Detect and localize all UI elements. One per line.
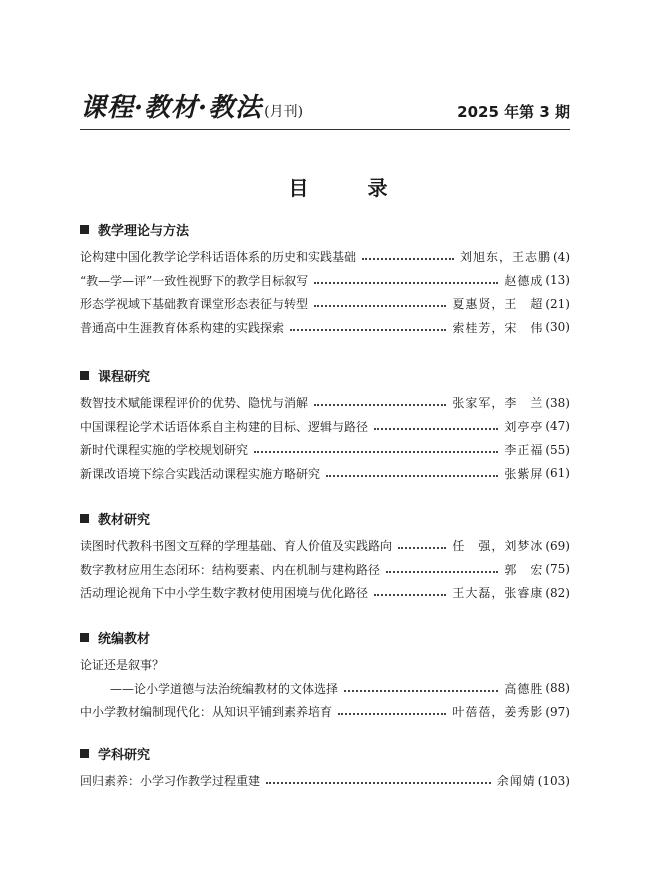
entry-title: 回归素养：小学习作教学过程重建 — [80, 774, 261, 789]
toc-entry[interactable] — [80, 438, 570, 462]
dot-leader — [254, 450, 498, 453]
entry-authors: 李正福 — [504, 443, 544, 458]
section-curriculum-research — [80, 365, 570, 485]
section-label: 统编教材 — [98, 631, 151, 647]
issue-number: 2025 年第 3 期 — [457, 103, 570, 121]
entry-page: (82) — [545, 585, 570, 600]
entry-authors: 张家军，李 兰 — [452, 396, 544, 411]
entry-authors: 叶蓓蓓，姜秀影 — [452, 705, 544, 720]
section-teaching-theory — [80, 219, 570, 339]
dot-leader — [344, 689, 498, 692]
toc-title: 目 录 — [288, 176, 414, 200]
section-bullet-icon — [80, 514, 89, 523]
entry-title: 普通高中生涯教育体系构建的实践探索 — [80, 320, 285, 335]
dot-leader — [374, 593, 446, 596]
section-header — [80, 365, 570, 385]
toc-entry[interactable] — [80, 558, 570, 582]
section-header — [80, 219, 570, 239]
section-header — [80, 508, 570, 528]
section-header — [80, 743, 570, 763]
dot-leader — [314, 304, 446, 307]
dot-leader — [290, 328, 446, 331]
entry-page: (47) — [545, 419, 570, 434]
dot-leader — [266, 781, 491, 784]
entry-page: (75) — [545, 562, 570, 577]
entry-authors: 任 强，刘梦冰 — [452, 539, 544, 554]
toc-entry[interactable] — [80, 415, 570, 439]
dot-leader — [374, 427, 498, 430]
section-label: 教材研究 — [98, 512, 151, 528]
entry-title: 论构建中国化教学论学科话语体系的历史和实践基础 — [80, 250, 357, 265]
entry-page: (55) — [545, 442, 570, 457]
toc-entry[interactable] — [80, 700, 570, 724]
journal-subtitle: (月刊) — [264, 104, 304, 120]
dot-leader — [338, 712, 446, 715]
entry-page: (21) — [545, 296, 570, 311]
section-label: 课程研究 — [98, 369, 151, 385]
entry-page: (38) — [545, 395, 570, 410]
section-textbook-research — [80, 508, 570, 605]
entry-title: 数智技术赋能课程评价的优势、隐忧与消解 — [80, 396, 309, 411]
section-label: 学科研究 — [98, 747, 151, 763]
toc-entry[interactable] — [80, 581, 570, 605]
entry-title: 新课改语境下综合实践活动课程实施方略研究 — [80, 466, 321, 481]
entry-title: “教—学—评”一致性视野下的教学目标叙写 — [80, 273, 309, 288]
toc-entry[interactable] — [80, 269, 570, 293]
entry-title: 数字教材应用生态闭环：结构要素、内在机制与建构路径 — [80, 562, 381, 577]
entry-title-line[interactable]: 论证还是叙事？ — [80, 658, 165, 673]
entry-title: 形态学视域下基础教育课堂形态表征与转型 — [80, 297, 309, 312]
entry-authors: 余闻婧 — [496, 774, 536, 789]
dot-leader — [362, 257, 454, 260]
entry-title: 新时代课程实施的学校规划研究 — [80, 443, 249, 458]
journal-header — [80, 94, 570, 130]
section-bullet-icon — [80, 371, 89, 380]
entry-title: 中小学教材编制现代化：从知识平铺到素养培育 — [80, 705, 333, 720]
entry-authors: 赵德成 — [504, 273, 544, 288]
header-rule — [80, 129, 570, 130]
toc-entry[interactable] — [80, 391, 570, 415]
toc-entry[interactable] — [80, 769, 570, 793]
toc-entry[interactable] — [80, 316, 570, 340]
journal-title — [80, 87, 303, 124]
entry-authors: 刘亭亭 — [504, 419, 544, 434]
toc-entry[interactable] — [80, 292, 570, 316]
entry-page: (30) — [545, 320, 570, 335]
section-subject-research — [80, 743, 570, 793]
toc-entry-subtitle[interactable] — [80, 677, 570, 701]
entry-authors: 张紫屏 — [504, 466, 544, 481]
entry-title: 活动理论视角下中小学生数字教材使用困境与优化路径 — [80, 586, 369, 601]
entry-authors: 刘旭东，王志鹏 — [459, 250, 551, 265]
section-bullet-icon — [80, 225, 89, 234]
journal-title-text: 课程·教材·教法 — [80, 93, 263, 123]
dot-leader — [386, 570, 498, 573]
entry-page: (4) — [553, 249, 570, 264]
section-header — [80, 627, 570, 647]
entry-authors: 索桂芳，宋 伟 — [452, 320, 544, 335]
dot-leader — [314, 281, 498, 284]
entry-page: (13) — [545, 273, 570, 288]
entry-title: 中国课程论学术话语体系自主构建的目标、逻辑与路径 — [80, 419, 369, 434]
dot-leader — [398, 546, 446, 549]
dot-leader — [326, 474, 498, 477]
section-unified-textbooks — [80, 627, 570, 724]
entry-authors: 高德胜 — [504, 681, 544, 696]
entry-title: 读图时代教科书图文互释的学理基础、育人价值及实践路向 — [80, 539, 393, 554]
entry-page: (88) — [545, 681, 570, 696]
entry-title: ——论小学道德与法治统编教材的文体选择 — [110, 681, 339, 696]
entry-authors: 郭 宏 — [504, 562, 544, 577]
section-bullet-icon — [80, 749, 89, 758]
entry-page: (103) — [537, 773, 570, 788]
entry-page: (61) — [545, 466, 570, 481]
entry-authors: 王大磊，张睿康 — [452, 586, 544, 601]
toc-entry[interactable] — [80, 534, 570, 558]
entry-page: (69) — [545, 538, 570, 553]
entry-page: (97) — [545, 704, 570, 719]
toc-entry[interactable] — [80, 462, 570, 486]
toc-entry[interactable] — [80, 245, 570, 269]
dot-leader — [314, 403, 446, 406]
entry-authors: 夏惠贤，王 超 — [452, 297, 544, 312]
section-bullet-icon — [80, 633, 89, 642]
section-label: 教学理论与方法 — [98, 223, 190, 239]
